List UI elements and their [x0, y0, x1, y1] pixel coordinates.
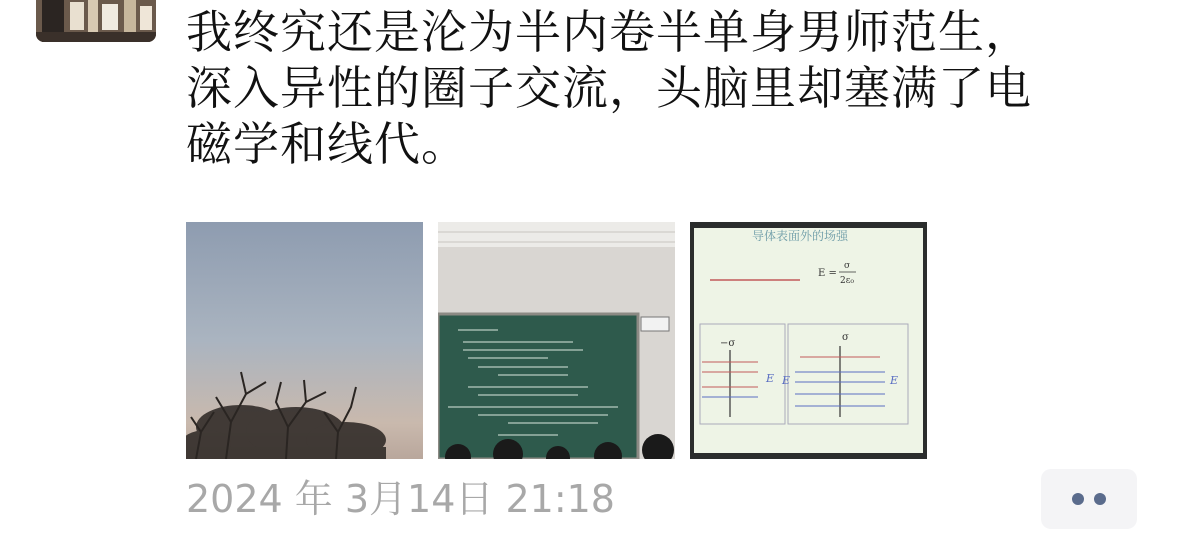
post-timestamp: 2024 年 3月14日 21:18 [186, 477, 615, 521]
slide-formula-label: E = [818, 268, 837, 279]
photo-lecture-slide[interactable] [690, 222, 927, 459]
more-options-button[interactable] [1041, 469, 1137, 529]
more-dots-icon [1094, 493, 1106, 505]
slide-label-pos-sigma: σ [842, 332, 849, 343]
post-text-line: 磁学和线代。 [186, 117, 468, 171]
slide-field-label: E [766, 372, 775, 385]
slide-title: 导体表面外的场强 [751, 229, 849, 243]
slide-field-label: E [782, 374, 791, 387]
slide-formula-denominator: 2ε₀ [840, 276, 854, 286]
avatar[interactable] [36, 0, 156, 42]
post-text-line: 我终究还是沦为半内卷半单身男师范生， [186, 5, 1032, 59]
slide-label-neg-sigma: −σ [720, 338, 736, 349]
slide-field-label: E [890, 374, 899, 387]
photo-sky-trees[interactable] [186, 222, 423, 459]
slide-formula-numerator: σ [844, 261, 851, 271]
post-text [186, 4, 1136, 172]
more-dots-icon [1072, 493, 1084, 505]
photo-blackboard[interactable] [438, 222, 675, 459]
post-text-line: 深入异性的圈子交流，头脑里却塞满了电 [186, 61, 1032, 115]
